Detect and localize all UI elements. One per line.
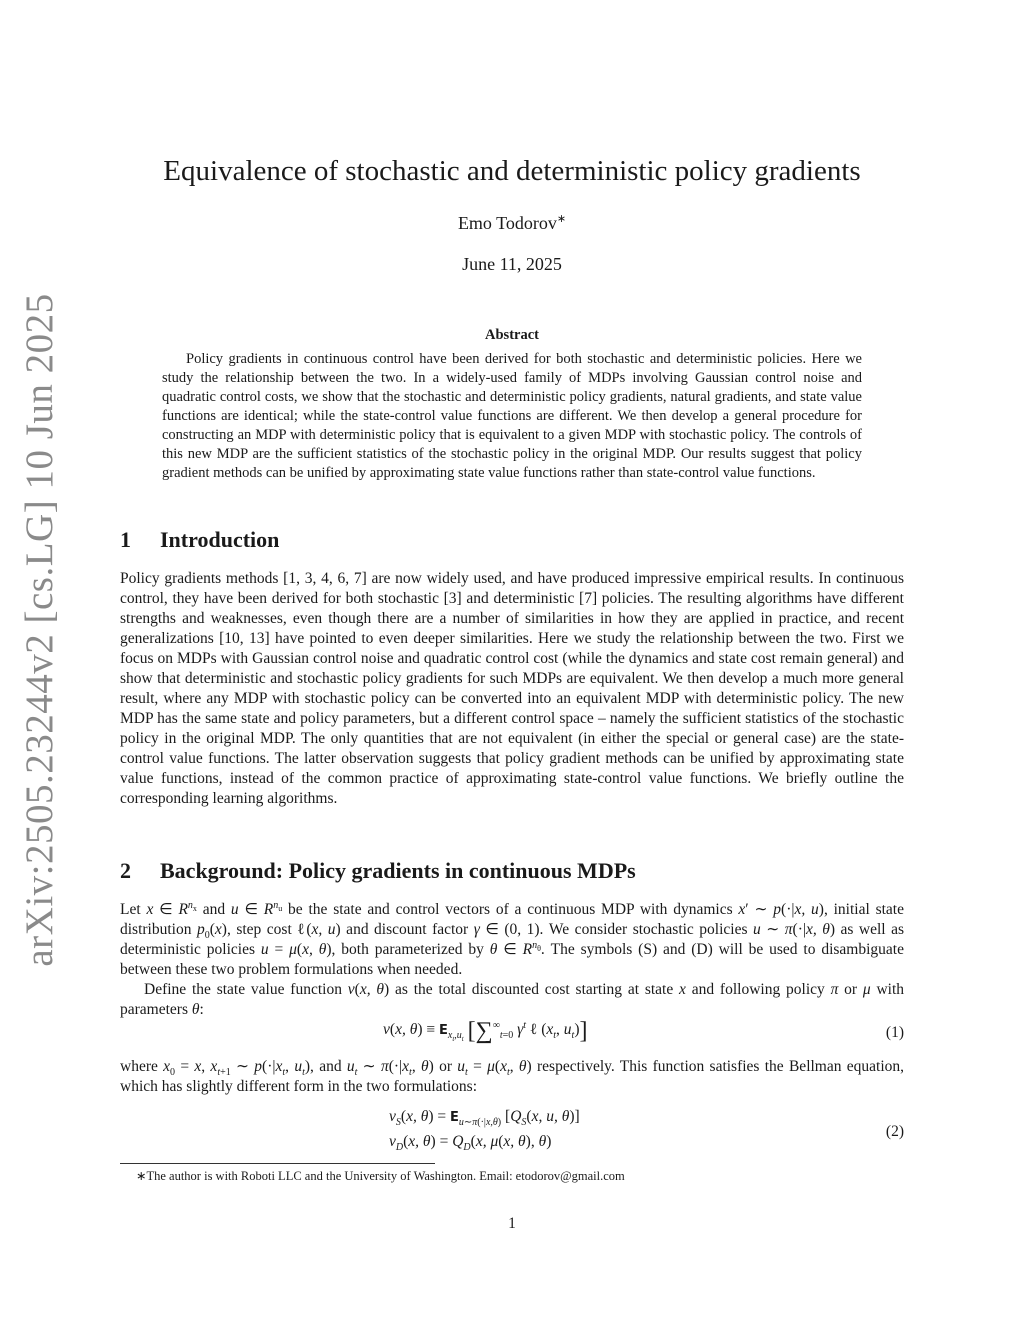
background-paragraph-2: Define the state value function v(x, θ) as the total discounted cost starting at state x and following policy π or μ with parameters θ:: [120, 981, 905, 1018]
footnote: ∗The author is with Roboti LLC and the University of Washington. Email: etodorov@gmail.com: [136, 1169, 625, 1183]
section-1-heading: [120, 527, 279, 553]
equation-2-number: (2): [885, 1123, 904, 1140]
paper-title: Equivalence of stochastic and deterministic policy gradients: [163, 155, 861, 187]
section-title: Introduction: [160, 527, 280, 552]
abstract-heading: Abstract: [485, 327, 539, 343]
section-number: 2: [120, 858, 131, 883]
arxiv-identifier: arXiv:2505.23244v2 [cs.LG] 10 Jun 2025: [18, 293, 61, 967]
author-name: Emo Todorov: [457, 213, 557, 233]
author-footnote-mark: ∗: [556, 213, 567, 225]
introduction-paragraph: Policy gradients methods [1, 3, 4, 6, 7] are now widely used, and have produced impressive empirical results. In continuous control, they have been derived for both stochastic [3] and deterministic [7] policies. The resulting algorithms have different strengths and weaknesses, even though there are a number of similarities in how they are applied in practice, and recent generalizations [10, 13] have pointed to even deeper similarities. Here we study the relationship between the two. First we focus on MDPs with Gaussian control noise and quadratic control cost (while the dynamics and state cost remain general) and show that deterministic and stochastic policy gradients for such MDPs are equivalent. We then develop a much more general result, where any MDP with stochastic policy can be converted into an equivalent MDP with deterministic policy. The new MDP has the same state and policy parameters, but a different control space – namely the sufficient statistics of the stochastic policy in the original MDP. The only quantities that are not equivalent (in either the special or general case) are the state-control value functions. The latter observation suggests that policy gradient methods can be unified by approximating state value functions, instead of the common practice of approximating state-control value functions. We briefly outline the corresponding learning algorithms.: [120, 570, 904, 807]
abstract-text: Policy gradients in continuous control have been derived for both stochastic and deterministic policies. Here we study the relationship between the two. In a widely-used family of MDPs involving Gaussian control noise and quadratic control costs, we show that the stochastic and deterministic policy gradients, natural gradients, and state value functions are identical; while the state-control value functions are different. We then develop a general procedure for constructing an MDP with deterministic policy that is equivalent to a given MDP with stochastic policy. The controls of this new MDP are the sufficient statistics of the stochastic policy in the original MDP. Our results suggest that policy gradient methods can be unified by approximating state value functions rather than state-control value functions.: [162, 351, 862, 481]
equation-1: v(x, $\theta) \equiv E_{x_t,u_t}$ [$\sum^\infty_{t=0}$ $\gamma^t$ ℓ ($x_t$, $u_t$)]: [383, 1018, 588, 1044]
background-paragraph-1: Let x ∈ $R^{n_x}$ and u ∈ $R^{n_u}$ be the state and control vectors of a continuous MDP with dynamics x′ ∼ p(·|x, u), initial state distribution $p_0(x)$, step cost ℓ(x, u) and discount factor γ ∈ (0, 1). We consider stochastic policies u ∼ π(·|x, θ) as well as deterministic policies u = μ(x, θ), both parameterized by θ ∈ $R^{n_\theta}$. The symbols (S) and (D) will be used to disambiguate between these two problem formulations when needed.: [120, 899, 905, 978]
author: [0, 213, 1024, 234]
equation-1-number: (1): [885, 1024, 904, 1041]
section-title: Background: Policy gradients in continuous MDPs: [160, 858, 636, 883]
date: June 11, 2025: [462, 254, 562, 274]
section-2-heading: [120, 858, 636, 884]
equation-2-line-1: $v_S(x$, $\theta) = E_{u\sim\pi(\cdot|x,\theta)}$ [$Q_S(x$, u, θ)]: [389, 1108, 580, 1129]
page-number: 1: [508, 1215, 516, 1232]
footnote-rule: [120, 1163, 435, 1164]
section-number: 1: [120, 527, 131, 552]
equation-2-line-2: $v_D(x$, $\theta) = Q_D(x$, μ(x, θ), θ): [389, 1133, 552, 1154]
background-paragraph-3: where $x_0 = x$, $x_{t+1}$ ∼ $p(\cdot|x_t$, $u_t$), and $u_t$ ∼ $\pi(\cdot|x_t$, θ) or $u_t = \mu(x_t$, θ) respectively. This function satisfies the Bellman equation, which has slightly different form in the two formulations:: [120, 1058, 905, 1095]
